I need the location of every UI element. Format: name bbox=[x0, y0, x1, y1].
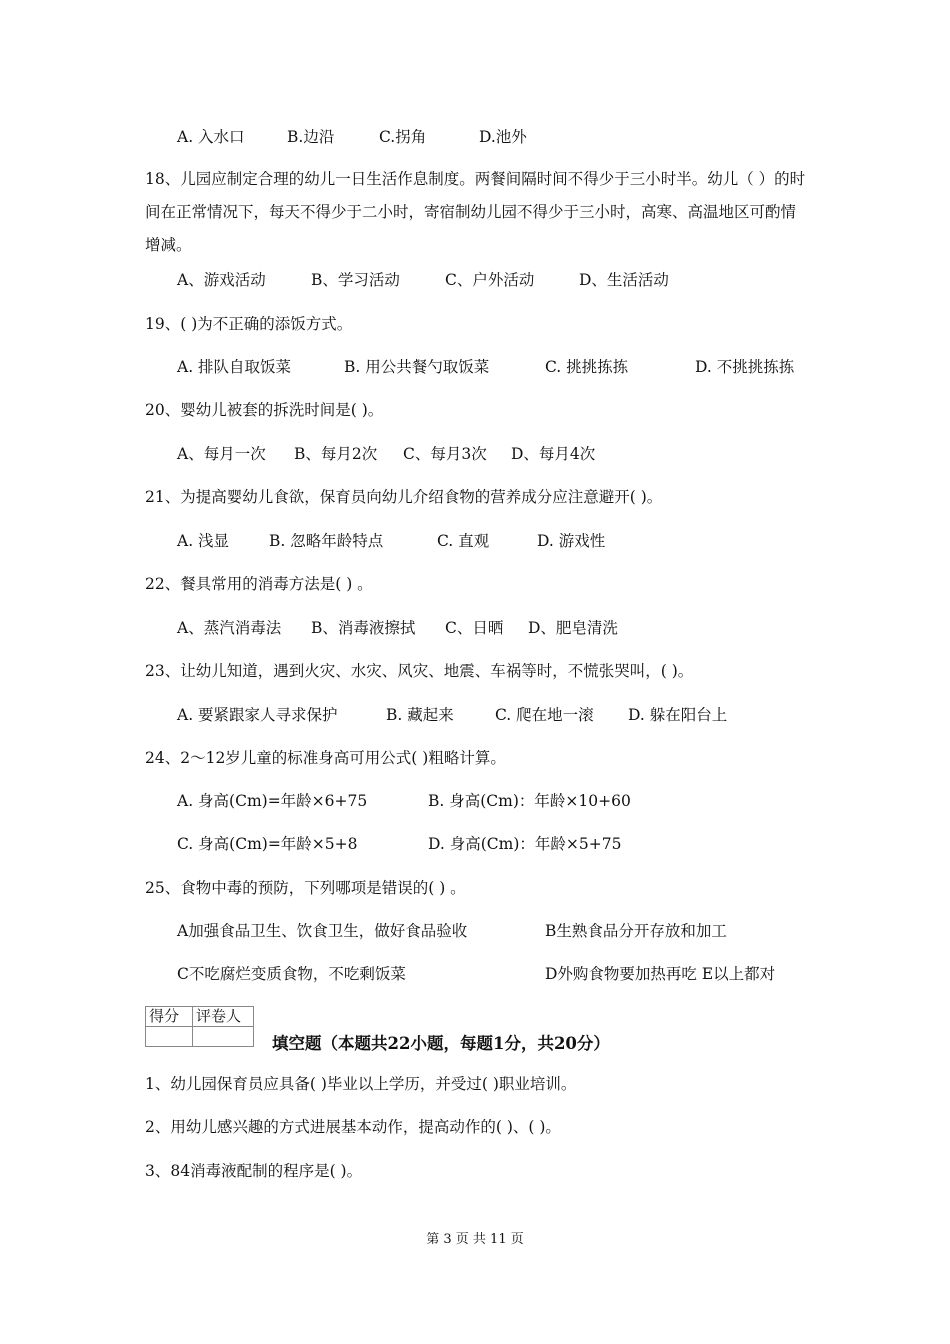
q25-option-d: D外购食物要加热再吃 E以上都对 bbox=[545, 965, 776, 983]
q18-option-c: C、户外活动 bbox=[445, 271, 535, 289]
q25-text: 25、食物中毒的预防，下列哪项是错误的( ) 。 bbox=[145, 879, 466, 897]
q19-option-c: C. 挑挑拣拣 bbox=[545, 358, 629, 376]
q23-text: 23、让幼儿知道，遇到火灾、水灾、风灾、地震、车祸等时，不慌张哭叫，( )。 bbox=[145, 662, 694, 680]
q19-option-b: B. 用公共餐勺取饭菜 bbox=[344, 358, 490, 376]
q17-option-a: A. 入水口 bbox=[177, 128, 245, 146]
q23-option-c: C. 爬在地一滚 bbox=[495, 706, 594, 724]
q24-option-b: B. 身高(Cm)：年龄×10+60 bbox=[428, 792, 631, 810]
grader-label: 评卷人 bbox=[193, 1007, 254, 1027]
q22-option-b: B、消毒液擦拭 bbox=[311, 619, 416, 637]
q19-option-a: A. 排队自取饭菜 bbox=[177, 358, 292, 376]
q22-option-d: D、肥皂清洗 bbox=[528, 619, 618, 637]
q18-text: 18、儿园应制定合理的幼儿一日生活作息制度。两餐间隔时间不得少于三小时半。幼儿（ ）的时间在正常情况下，每天不得少于二小时，寄宿制幼儿园不得少于三小时，高寒、高温地区可酌情增减。 bbox=[145, 170, 806, 254]
score-table bbox=[145, 1006, 254, 1047]
q24-text: 24、2～12岁儿童的标准身高可用公式( )粗略计算。 bbox=[145, 749, 506, 767]
q25-option-c: C不吃腐烂变质食物，不吃剩饭菜 bbox=[177, 965, 406, 983]
q20-option-c: C、每月3次 bbox=[403, 445, 487, 463]
q17-option-c: C.拐角 bbox=[379, 128, 427, 146]
q22-option-a: A、蒸汽消毒法 bbox=[177, 619, 282, 637]
q25-option-b: B生熟食品分开存放和加工 bbox=[545, 922, 727, 940]
grader-cell bbox=[193, 1027, 254, 1047]
q20-option-d: D、每月4次 bbox=[511, 445, 596, 463]
q24-option-c: C. 身高(Cm)=年龄×5+8 bbox=[177, 835, 358, 853]
q22-text: 22、餐具常用的消毒方法是( ) 。 bbox=[145, 575, 373, 593]
q23-option-b: B. 藏起来 bbox=[386, 706, 454, 724]
fill-question-2: 2、用幼儿感兴趣的方式进展基本动作，提高动作的( )、( )。 bbox=[145, 1118, 561, 1136]
q17-option-d: D.池外 bbox=[479, 128, 527, 146]
section-title: 填空题（本题共22小题，每题1分，共20分） bbox=[272, 1034, 610, 1053]
q21-option-a: A. 浅显 bbox=[177, 532, 230, 550]
score-cell bbox=[146, 1027, 193, 1047]
q21-option-c: C. 直观 bbox=[437, 532, 490, 550]
q23-option-d: D. 躲在阳台上 bbox=[628, 706, 728, 724]
q21-option-b: B. 忽略年龄特点 bbox=[269, 532, 384, 550]
q24-option-d: D. 身高(Cm)：年龄×5+75 bbox=[428, 835, 622, 853]
q17-option-b: B.边沿 bbox=[287, 128, 335, 146]
q20-text: 20、婴幼儿被套的拆洗时间是( )。 bbox=[145, 401, 384, 419]
q18-option-b: B、学习活动 bbox=[311, 271, 400, 289]
q18-option-d: D、生活活动 bbox=[579, 271, 669, 289]
q20-option-b: B、每月2次 bbox=[294, 445, 378, 463]
q21-option-d: D. 游戏性 bbox=[537, 532, 606, 550]
q20-option-a: A、每月一次 bbox=[177, 445, 266, 463]
score-label: 得分 bbox=[146, 1007, 193, 1027]
q19-text: 19、( )为不正确的添饭方式。 bbox=[145, 315, 353, 333]
q25-option-a: A加强食品卫生、饮食卫生，做好食品验收 bbox=[177, 922, 468, 940]
page-footer: 第 3 页 共 11 页 bbox=[426, 1232, 524, 1247]
q21-text: 21、为提高婴幼儿食欲，保育员向幼儿介绍食物的营养成分应注意避开( )。 bbox=[145, 488, 663, 506]
fill-question-1: 1、幼儿园保育员应具备( )毕业以上学历，并受过( )职业培训。 bbox=[145, 1075, 577, 1093]
q19-option-d: D. 不挑挑拣拣 bbox=[695, 358, 795, 376]
q22-option-c: C、日晒 bbox=[445, 619, 504, 637]
q23-option-a: A. 要紧跟家人寻求保护 bbox=[177, 706, 338, 724]
q18-option-a: A、游戏活动 bbox=[177, 271, 266, 289]
fill-question-3: 3、84消毒液配制的程序是( )。 bbox=[145, 1162, 363, 1180]
q24-option-a: A. 身高(Cm)=年龄×6+75 bbox=[177, 792, 368, 810]
